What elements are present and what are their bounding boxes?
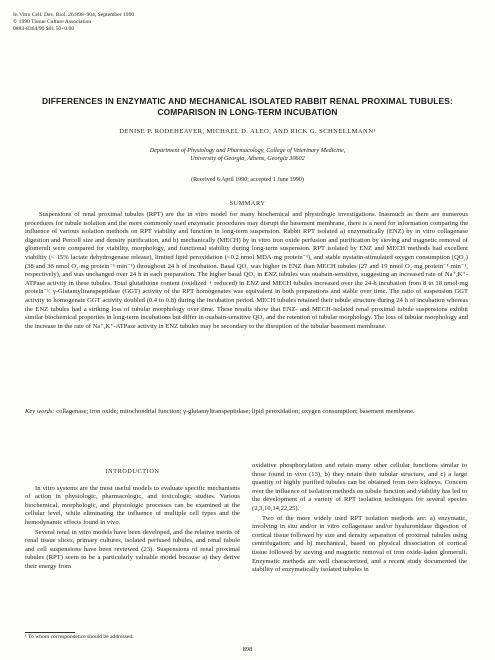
- introduction-heading: INTRODUCTION: [105, 468, 160, 475]
- right-column: [252, 462, 467, 576]
- affiliation-line: University of Georgia, Athens, Georgia 30602: [190, 155, 305, 162]
- article-title: DIFFERENCES IN ENZYMATIC AND MECHANICAL ISOLATED RABBIT RENAL PROXIMAL TUBULES: COMPARISON IN LONG-TERM INCUBATION: [42, 96, 453, 117]
- summary-heading: SUMMARY: [229, 200, 266, 207]
- footnote: ¹ To whom correspondence should be addressed.: [25, 634, 134, 640]
- issn-code: 0883-8364/90 $01.50+0.00: [13, 25, 75, 32]
- keywords: [25, 408, 468, 417]
- page-number: 898: [242, 646, 253, 653]
- left-column: [25, 468, 240, 573]
- body-paragraph: Two of the more widely used RPT isolation methods are: a) enzymatic, involving in situ and/or in vitro collagenase and/or hyaluronidase digestion of cortical tissue followed by size and density separation of proximal tubules using centrifugation; and b) mechanical, based on physical dissociation of cortical tissue followed by sieving and magnetic removal of iron oxide-laden glomeruli. Enzymatic methods are well characterized, and a recent study documented the stability of enzymatically isolated tubules in: [252, 514, 467, 574]
- body-paragraph: Several renal in vitro models have been developed, and the relative merits of renal tissue slices, primary cultures, isolated perfused tubules, and renal tubule and cell suspensions have been reviewed (23). Suspensions of renal proximal tubules (RPT) seem to be a particularly valuable model because a) they derive their energy from: [25, 528, 240, 570]
- journal-citation: In Vitro Cell. Dev. Biol. 26:898–904, September 1990: [13, 12, 135, 18]
- footnote-divider: [25, 632, 75, 633]
- received-dates: (Received 6 April 1990; accepted 1 June 1990): [191, 177, 304, 183]
- affiliation-line: Department of Physiology and Pharmacology, College of Veterinary Medicine,: [149, 147, 346, 154]
- body-paragraph: oxidative phosphorylation and retain many other cellular functions similar to those found in vivo (13), b) they retain their tubular structure, and c) a large quantity of highly purified tubules can be obtained from two kidneys. Concern over the influence of isolation methods on tubule function and viability has led to the development of a variety of RPT isolation techniques for several species (2,3,10,14,22,25).: [252, 462, 467, 512]
- affiliation: [40, 147, 455, 163]
- author-list: DENISE P. RODEHEAVER, MICHAEL D. ALEO, AND RICK G. SCHNELLMANN¹: [119, 128, 376, 135]
- abstract-text: Suspensions of renal proximal tubules (RPT) are the in vitro model for many biochemical and physiologic investigations. Inasmuch as there are numerous procedures for tubule isolation and the more commonly used enzymatic procedures may disrupt the basement membrane, there is a need for information comparing the influence of various isolation methods on RPT viability and function in long-term suspension. Rabbit RPT isolated a) enzymatically (ENZ) by in vitro collagenase digestion and Percoll size and density purification, and b) mechanically (MECH) by in vitro iron oxide perfusion and purification by sieving and magnetic removal of glomeruli were compared for viability, morphology, and functional stability during long-term suspension. RPT isolated by ENZ and MECH methods had excellent viability (< 15% lactate dehydrogenase release), limited lipid peroxidation (<0.2 nmol MDA·mg protein⁻¹), and stable nystatin-stimulated oxygen consumption (QO₂) (38 and 36 nmol O₂·mg protein⁻¹·min⁻¹) throughout 24 h of incubation. Basal QO₂ was higher in ENZ than MECH tubules (27 and 19 nmol O₂·mg protein⁻¹·min⁻¹, respectively), and was unchanged over 24 h in each preparation. The higher basal QO₂ in ENZ tubules was ouabain-sensitive, suggesting an increased rate of Na⁺,K⁺-ATPase activity in these tubules. Total glutathione content (oxidized + reduced) in ENZ and MECH tubules increased over the 24-h incubation from 8 to 18 nmol·mg protein⁻¹. γ-Glutamyltranspeptidase (GGT) activity of the RPT homogenates was equivalent in both preparations and stable over time. The ratio of suspension GGT activity to homogenate GGT activity doubled (0.4 to 0.8) during the incubation period. MECH tubules retained their tubule structure during 24 h of incubation whereas the ENZ tubules had a striking loss of tubular morphology over time. These results show that ENZ- and MECH-isolated renal proximal tubule suspensions exhibit similar biochemical properties in long-term incubations but differ in ouabain-sensitive QO₂ and the retention of tubular morphology. The loss of tubular morphology and the increase in the rate of Na⁺,K⁺-ATPase activity in ENZ tubules may be secondary to the disruption of the tubular basement membrane.: [25, 211, 468, 330]
- keywords-text: collagenase; iron oxide; mitochondrial function; γ-glutamyltranspeptidase; lipid peroxidation; oxygen consumption; basement membrane.: [54, 408, 415, 415]
- keywords-label: Key words:: [25, 408, 55, 415]
- body-paragraph: In vitro systems are the most useful models to evaluate specific mechanisms of action in physiologic, pharmacologic, and toxicologic studies. Various biochemical, morphologic, and physiologic processes can be examined at the cellular level, while eliminating the influence of multiple cell types and the hemodynamic effects found in vivo.: [25, 484, 240, 526]
- journal-header: [13, 12, 134, 32]
- copyright-line: © 1990 Tissue Culture Association: [13, 18, 92, 25]
